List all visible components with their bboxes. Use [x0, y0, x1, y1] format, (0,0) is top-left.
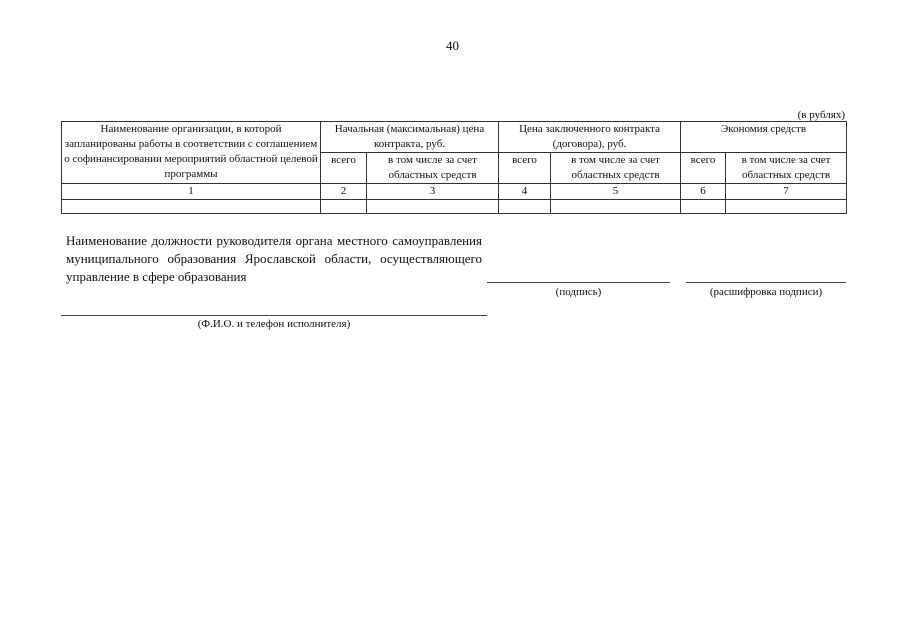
decoding-line — [686, 282, 846, 283]
table-cell — [681, 200, 726, 214]
signature-line — [487, 282, 670, 283]
header-initial-price: Начальная (максимальная) цена контракта, руб. — [321, 122, 499, 153]
subheader-regional: в том числе за счет областных средств — [367, 153, 499, 184]
header-organization: Наименование организации, в которой запланированы работы в соответствии с соглашением о софинансировании мероприятий областной целевой программы — [62, 122, 321, 184]
column-number: 7 — [726, 184, 847, 200]
column-number: 2 — [321, 184, 367, 200]
report-table — [61, 121, 847, 214]
executor-line — [61, 315, 487, 316]
table-cell — [367, 200, 499, 214]
table-row — [62, 200, 847, 214]
subheader-total: всего — [499, 153, 551, 184]
table-cell — [499, 200, 551, 214]
page-number: 40 — [446, 38, 459, 53]
decoding-caption: (расшифровка подписи) — [709, 286, 823, 298]
table-cell — [551, 200, 681, 214]
column-number: 6 — [681, 184, 726, 200]
position-title: Наименование должности руководителя органа местного самоуправления муниципального образования Ярославской области, осуществляющего управление в сфере образования — [66, 233, 482, 284]
subheader-total: всего — [321, 153, 367, 184]
table-cell — [62, 200, 321, 214]
subheader-total: всего — [681, 153, 726, 184]
column-number: 5 — [551, 184, 681, 200]
column-number: 4 — [499, 184, 551, 200]
signature-caption: (подпись) — [555, 286, 602, 298]
subheader-regional: в том числе за счет областных средств — [551, 153, 681, 184]
header-contract-price: Цена заключенного контракта (договора), руб. — [499, 122, 681, 153]
executor-caption: (Ф.И.О. и телефон исполнителя) — [197, 318, 351, 330]
header-savings: Экономия средств — [681, 122, 847, 153]
units-note: (в рублях) — [797, 109, 845, 121]
column-number: 3 — [367, 184, 499, 200]
table-cell — [726, 200, 847, 214]
table-cell — [321, 200, 367, 214]
column-number: 1 — [62, 184, 321, 200]
subheader-regional: в том числе за счет областных средств — [726, 153, 847, 184]
